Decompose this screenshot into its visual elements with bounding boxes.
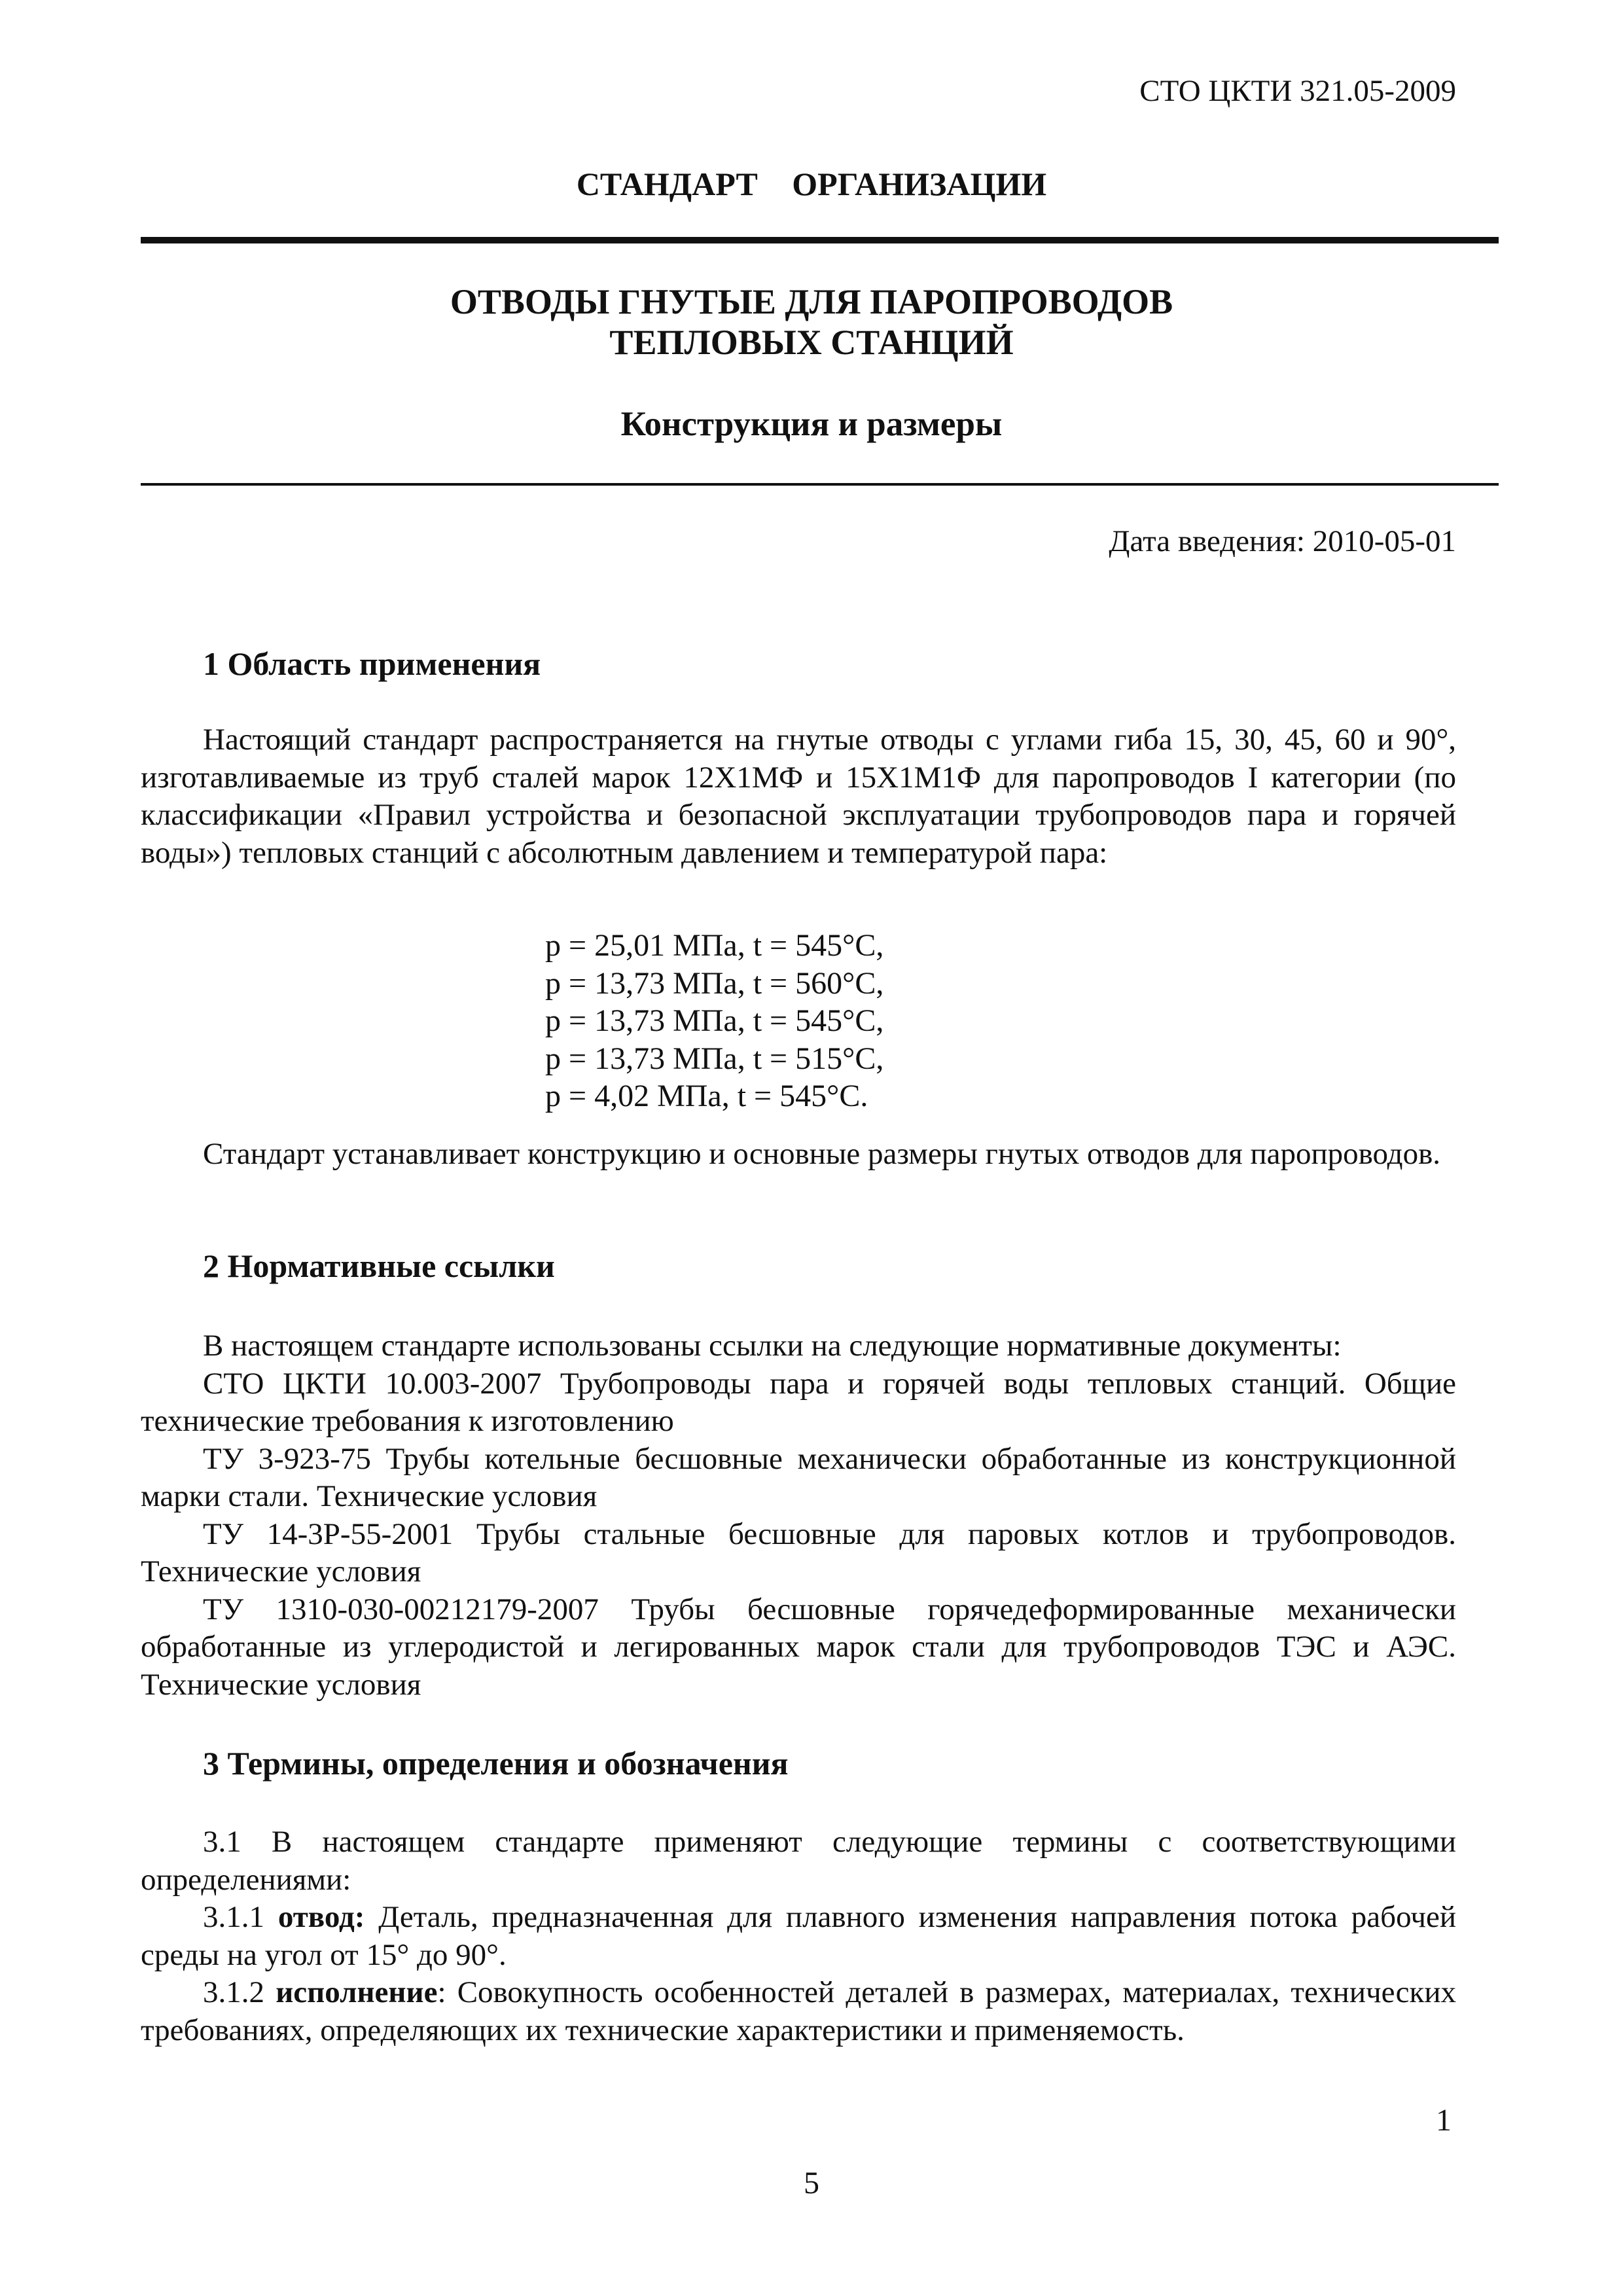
term-definition: Деталь, предназначенная для плавного изменения направления потока рабочей среды на угол от 15° до 90°.	[141, 1900, 1457, 1972]
document-title-line-2: ТЕПЛОВЫХ СТАНЦИЙ	[609, 323, 1014, 362]
term-item	[141, 1899, 1456, 1974]
page-number: 1	[1436, 2103, 1452, 2138]
section-1-closing: Стандарт устанавливает конструкцию и основные размеры гнутых отводов для паропроводов.	[203, 1137, 1441, 1171]
folio-number: 5	[804, 2166, 819, 2200]
term-word: исполнение	[276, 1975, 438, 2009]
formula-line: p = 25,01 МПа, t = 545°С,	[545, 928, 884, 963]
document-subtitle: Конструкция и размеры	[620, 405, 1003, 443]
document-title	[0, 281, 1623, 363]
term-definition: : Совокупность особенностей деталей в размерах, материалах, технических требованиях, определяющих их технические характеристики и применяемость.	[141, 1975, 1457, 2047]
reference-item: СТО ЦКТИ 10.003-2007 Трубопроводы пара и горячей воды тепловых станций. Общие технические требования к изготовлению	[141, 1366, 1456, 1438]
pressure-temperature-list	[545, 927, 883, 1115]
formula-line: p = 13,73 МПа, t = 560°С,	[545, 965, 884, 1001]
term-item	[141, 1974, 1456, 2049]
top-divider	[141, 237, 1499, 243]
reference-item: ТУ 1310-030-00212179-2007 Трубы бесшовные горячедеформированные механически обработанные из углеродистой и легированных марок стали для трубопроводов ТЭС и АЭС. Технические условия	[141, 1592, 1456, 1702]
term-number: 3.1.1	[203, 1900, 264, 1934]
term-word: отвод:	[277, 1900, 365, 1934]
terms-intro: 3.1 В настоящем стандарте применяют следующие термины с соответствующими определениями:	[141, 1825, 1456, 1897]
formula-line: p = 13,73 МПа, t = 545°С,	[545, 1003, 884, 1038]
standard-label: СТАНДАРТ ОРГАНИЗАЦИИ	[576, 166, 1047, 202]
term-number: 3.1.2	[203, 1975, 264, 2009]
normative-references	[141, 1327, 1456, 1704]
section-2-heading: 2 Нормативные ссылки	[203, 1247, 555, 1284]
section-3-heading: 3 Термины, определения и обозначения	[203, 1745, 789, 1782]
reference-item: ТУ 14-3Р-55-2001 Трубы стальные бесшовные для паровых котлов и трубопроводов. Технические условия	[141, 1516, 1456, 1588]
document-title-line-1: ОТВОДЫ ГНУТЫЕ ДЛЯ ПАРОПРОВОДОВ	[450, 282, 1173, 321]
terms-definitions	[141, 1823, 1456, 2049]
formula-line: p = 4,02 МПа, t = 545°С.	[545, 1079, 868, 1113]
formula-line: p = 13,73 МПа, t = 515°С,	[545, 1041, 884, 1076]
section-1-heading: 1 Область применения	[203, 645, 541, 682]
document-code: СТО ЦКТИ 321.05-2009	[1139, 74, 1456, 108]
introduction-date: Дата введения: 2010-05-01	[1109, 524, 1456, 558]
references-intro: В настоящем стандарте использованы ссылки на следующие нормативные документы:	[203, 1329, 1342, 1363]
section-1-intro: Настоящий стандарт распространяется на гнутые отводы с углами гиба 15, 30, 45, 60 и 90°, изготавливаемые из труб сталей марок 12Х1МФ и 15Х1М1Ф для паропроводов I категории (по классификации «Правил устройства и безопасной эксплуатации трубопроводов пара и горячей воды») тепловых станций с абсолютным давлением и температурой пара:	[141, 723, 1456, 870]
title-divider	[141, 483, 1499, 486]
reference-item: ТУ 3-923-75 Трубы котельные бесшовные механически обработанные из конструкционной марки стали. Технические условия	[141, 1441, 1456, 1513]
